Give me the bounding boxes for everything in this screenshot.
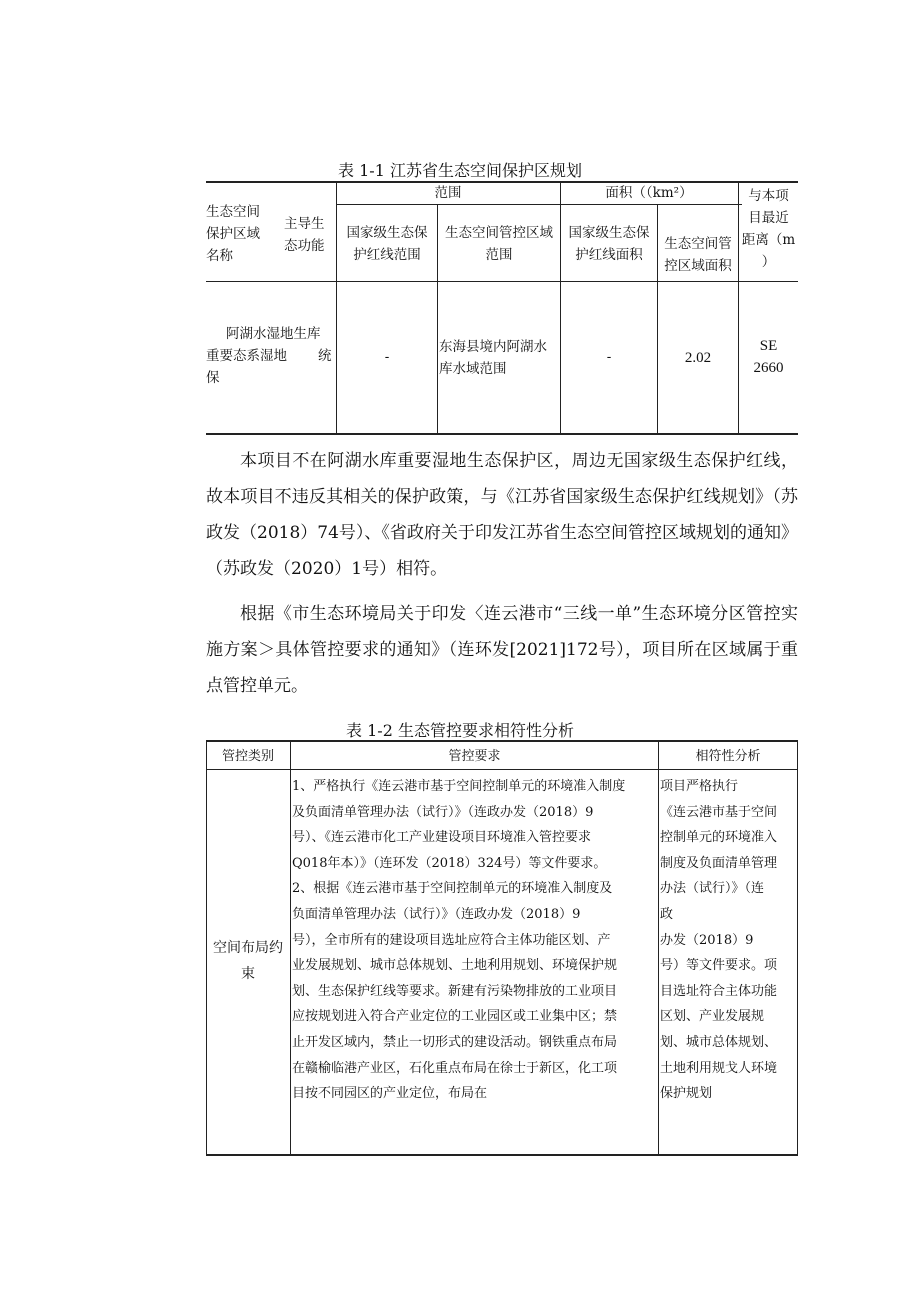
cell-line: 东海县境内阿湖水: [439, 339, 547, 355]
table2-header-requirement: 管控要求: [448, 749, 501, 764]
analysis-line: 土地利用规戈人环境: [660, 1060, 778, 1076]
table2-bottom-rule: [206, 1154, 798, 1156]
header-control-zone: [438, 222, 560, 266]
requirement-line: 及负面清单管理办法（试行）》（连政办发（2018）9: [292, 804, 594, 820]
table1-vline: [336, 181, 337, 434]
table1-header-rule: [206, 281, 798, 282]
table2: [206, 740, 798, 1155]
cell-line: 阿湖水湿地生库: [226, 326, 321, 342]
analysis-line: 目选址符合主体功能: [660, 983, 778, 999]
header-line: 距离（m: [741, 232, 796, 248]
requirement-line: 划、生态保护红线等要求。新建有污染物排放的工业项目: [292, 983, 618, 999]
requirement-line: 1、严格执行《连云港市基于空间控制单元的环境准入制度: [292, 779, 626, 794]
requirement-line: Q018年本）》（连环发（2018）324号）等文件要求。: [292, 855, 607, 871]
cell-line: 库水域范围: [439, 361, 507, 377]
header-national-redline: [337, 222, 437, 266]
table1: [206, 181, 798, 434]
analysis-line: 项目严格执行: [660, 779, 739, 794]
analysis-line: 制度及负面清单管理: [660, 855, 778, 871]
cell-line: SE: [759, 338, 778, 354]
analysis-line: 保护规划: [660, 1086, 713, 1102]
row-control-area: 2.02: [684, 350, 712, 366]
requirement-line: 号），全市所有的建设项目选址应符合主体功能区划、产: [292, 932, 611, 948]
header-line: 生态空间管: [664, 236, 732, 252]
cell-line: 空间布局约: [213, 940, 283, 956]
table1-bottom-rule: [206, 433, 798, 435]
header-line: 护红线范围: [353, 247, 421, 263]
requirement-line: 应按规划进入符合产业定位的工业园区或工业集中区；禁: [292, 1009, 618, 1025]
header-line: 名称: [206, 248, 233, 264]
header-line: 与本项: [748, 188, 789, 204]
analysis-cell: [660, 774, 796, 1107]
table2-vline: [797, 740, 798, 1155]
table2-caption: 表 1-2 生态管控要求相符性分析: [346, 721, 574, 740]
header-control-area: [658, 233, 738, 277]
requirement-line: 在赣榆临港产业区，石化重点布局在徐士于新区，化工项: [292, 1060, 618, 1076]
header-line: 主导生: [284, 216, 325, 232]
analysis-line: 号）等文件要求。项: [660, 958, 778, 974]
header-line: 范围: [485, 247, 513, 263]
requirement-line: 号）、《连云港市化工产业建设项目环境准入管控要求: [292, 830, 592, 846]
requirement-line: 2、根据《连云港市基于空间控制单元的环境准入制度及: [292, 881, 613, 897]
requirement-line: 业发展规划、城市总体规划、土地利用规划、环境保护规: [292, 958, 618, 974]
header-line: 国家级生态保: [568, 225, 650, 241]
analysis-line: 办发（2018）9: [660, 932, 754, 948]
header-line: 国家级生态保: [346, 225, 428, 241]
table2-vline: [658, 740, 659, 1155]
cell-line: 束: [241, 965, 255, 982]
header-area: 面积（（km²）: [605, 185, 693, 201]
table1-vline: [560, 181, 561, 434]
header-line: 态功能: [284, 238, 325, 254]
row-control-zone: [439, 336, 560, 380]
requirement-line: 目按不同园区的产业定位，布局在: [292, 1086, 488, 1102]
header-function: [284, 213, 336, 257]
header-line: 生态空间: [206, 204, 260, 220]
header-distance: [739, 185, 798, 273]
requirement-line: 负面清单管理办法（试行）》（连政办发（2018）9: [292, 906, 581, 922]
table1-header-split: [336, 204, 742, 205]
paragraph-2: 根据《市生态环境局关于印发〈连云港市“三线一单”生态环境分区管控实施方案＞具体管控要求的通知》（连环发[2021]172号），项目所在区域属于重点管控单元。: [206, 604, 798, 696]
table2-header-category: 管控类别: [221, 749, 274, 764]
analysis-line: 区划、产业发展规: [660, 1009, 765, 1025]
cell-line: 保: [206, 370, 220, 386]
paragraph-1: 本项目不在阿湖水库重要湿地生态保护区，周边无国家级生态保护红线，故本项目不违反其相关的保护政策，与《江苏省国家级生态保护红线规划》（苏政发（2018）74号）、《省政府关于印发江苏省生态空间管控区域规划的通知》（苏政发（2020）1号）相符。: [206, 451, 798, 579]
analysis-line: 划、城市总体规划、: [660, 1034, 778, 1050]
table2-vline: [290, 740, 291, 1155]
row-zone-name: [206, 323, 336, 389]
row-distance: [739, 335, 798, 379]
requirement-line: 止开发区域内，禁止一切形式的建设活动。钢铁重点布局: [292, 1034, 618, 1050]
header-line: 控区域面积: [664, 258, 732, 274]
cell-line: 重要态系湿地: [206, 348, 287, 364]
table2-top-rule: [206, 740, 798, 742]
cell-line: 2660: [753, 360, 784, 376]
header-line: ）: [761, 254, 776, 270]
requirement-cell: [292, 774, 656, 1107]
table2-header-analysis: 相符性分析: [695, 749, 761, 764]
analysis-line: 控制单元的环境准入: [660, 830, 778, 846]
category-cell: [206, 936, 290, 987]
header-line: 生态空间管控区域: [445, 225, 553, 241]
header-national-area: [561, 222, 657, 266]
table1-caption: 表 1-1 江苏省生态空间保护区规划: [338, 161, 582, 180]
header-line: 保护区域: [206, 226, 260, 242]
row-national-area: -: [606, 349, 612, 365]
header-line: 护红线面积: [575, 247, 643, 263]
analysis-line: 政: [660, 906, 674, 922]
header-scope: 范围: [434, 185, 462, 201]
header-line: 目最近: [748, 210, 789, 226]
header-zone-name: [206, 201, 276, 267]
analysis-line: 办法（试行）》（连: [660, 881, 765, 897]
analysis-line: 《连云港市基于空间: [660, 804, 778, 820]
row-national-redline: -: [384, 349, 390, 365]
row-function: 统: [318, 348, 332, 364]
